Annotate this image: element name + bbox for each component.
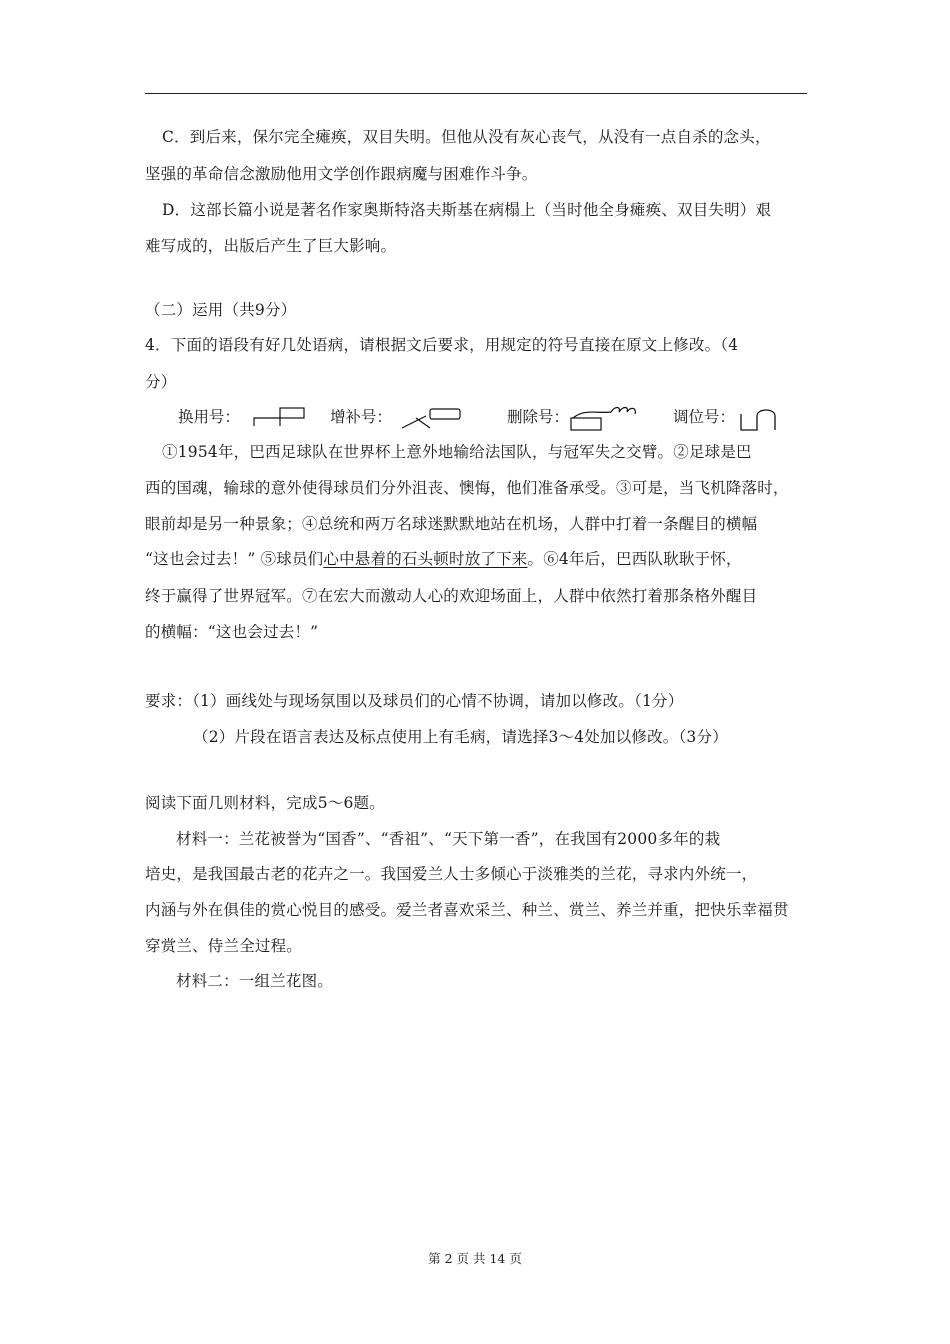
option-d-line1: D．这部长篇小说是著名作家奥斯特洛夫斯基在病榻上（当时他全身瘫痪、双目失明）艰 xyxy=(162,201,772,219)
passage-line2: 西的国魂，输球的意外使得球员们分外沮丧、懊悔，他们准备承受。③可是，当飞机降落时， xyxy=(145,479,789,497)
option-c-line1: C．到后来，保尔完全瘫痪，双目失明。但他从没有灰心丧气，从没有一点自杀的念头， xyxy=(162,128,771,146)
passage-line1: ①1954年，巴西足球队在世界杯上意外地输给法国队，与冠军失之交臂。②足球是巴 xyxy=(162,443,752,461)
passage-line6: 的横幅：“这也会过去！” xyxy=(145,623,319,641)
swap-symbol-group xyxy=(673,402,735,432)
passage-line3: 眼前却是另一种景象；④总统和两万名球迷默默地站在机场，人群中打着一条醒目的横幅 xyxy=(145,515,758,533)
delete-symbol-group xyxy=(507,402,569,432)
swap-mark-icon xyxy=(737,404,783,432)
question-4-line1: 4．下面的语段有好几处语病，请根据文后要求，用规定的符号直接在原文上修改。（4 xyxy=(145,336,739,354)
insert-symbol-label: 增补号： xyxy=(330,408,393,426)
material1-line2: 培史，是我国最古老的花卉之一。我国爱兰人士多倾心于淡雅类的兰花，寻求内外统一， xyxy=(145,865,758,883)
underlined-phrase: 心中悬着的石头顿时放了下来 xyxy=(323,550,528,568)
reading-intro: 阅读下面几则材料，完成5～6题。 xyxy=(145,794,385,812)
delete-symbol-label: 删除号： xyxy=(507,408,570,426)
requirement-1: 要求：（1）画线处与现场氛围以及球员们的心情不协调，请加以修改。（1分） xyxy=(145,692,684,710)
insert-mark-icon xyxy=(400,404,470,430)
material1-line4: 穿赏兰、侍兰全过程。 xyxy=(145,937,303,955)
material1-line1: 材料一：兰花被誉为“国香”、“香祖”、“天下第一香”，在我国有2000多年的栽 xyxy=(176,830,721,848)
passage-line4-start: “这也会过去！” ⑤球员们 xyxy=(145,550,324,568)
swap-symbol-label: 调位号： xyxy=(673,408,736,426)
replace-symbol-group xyxy=(178,402,240,432)
material1-line3: 内涵与外在俱佳的赏心悦目的感受。爱兰者喜欢采兰、种兰、赏兰、养兰并重，把快乐幸福贯 xyxy=(145,901,789,919)
section-title: （二）运用（共9分） xyxy=(145,301,297,319)
material2-line: 材料二：一组兰花图。 xyxy=(176,972,334,990)
option-d-line2: 难写成的，出版后产生了巨大影响。 xyxy=(145,237,397,255)
insert-symbol-group xyxy=(330,402,392,432)
replace-mark-icon xyxy=(252,404,308,430)
page-footer: 第 2 页 共 14 页 xyxy=(428,1251,522,1266)
replace-symbol-label: 换用号： xyxy=(178,408,241,426)
delete-mark-icon xyxy=(569,404,641,432)
header-rule xyxy=(145,93,807,94)
passage-line4 xyxy=(145,549,742,569)
passage-line5: 终于赢得了世界冠军。⑦在宏大而激动人心的欢迎场面上，人群中依然打着那条格外醒目 xyxy=(145,587,758,605)
requirement-2: （2）片段在语言表达及标点使用上有毛病，请选择3～4处加以修改。（3分） xyxy=(193,728,728,746)
passage-line4-end: 。⑥4年后，巴西队耿耿于怀， xyxy=(527,550,742,568)
question-4-line2: 分） xyxy=(145,373,177,391)
option-c-line2: 坚强的革命信念激励他用文学创作跟病魔与困难作斗争。 xyxy=(145,165,538,183)
